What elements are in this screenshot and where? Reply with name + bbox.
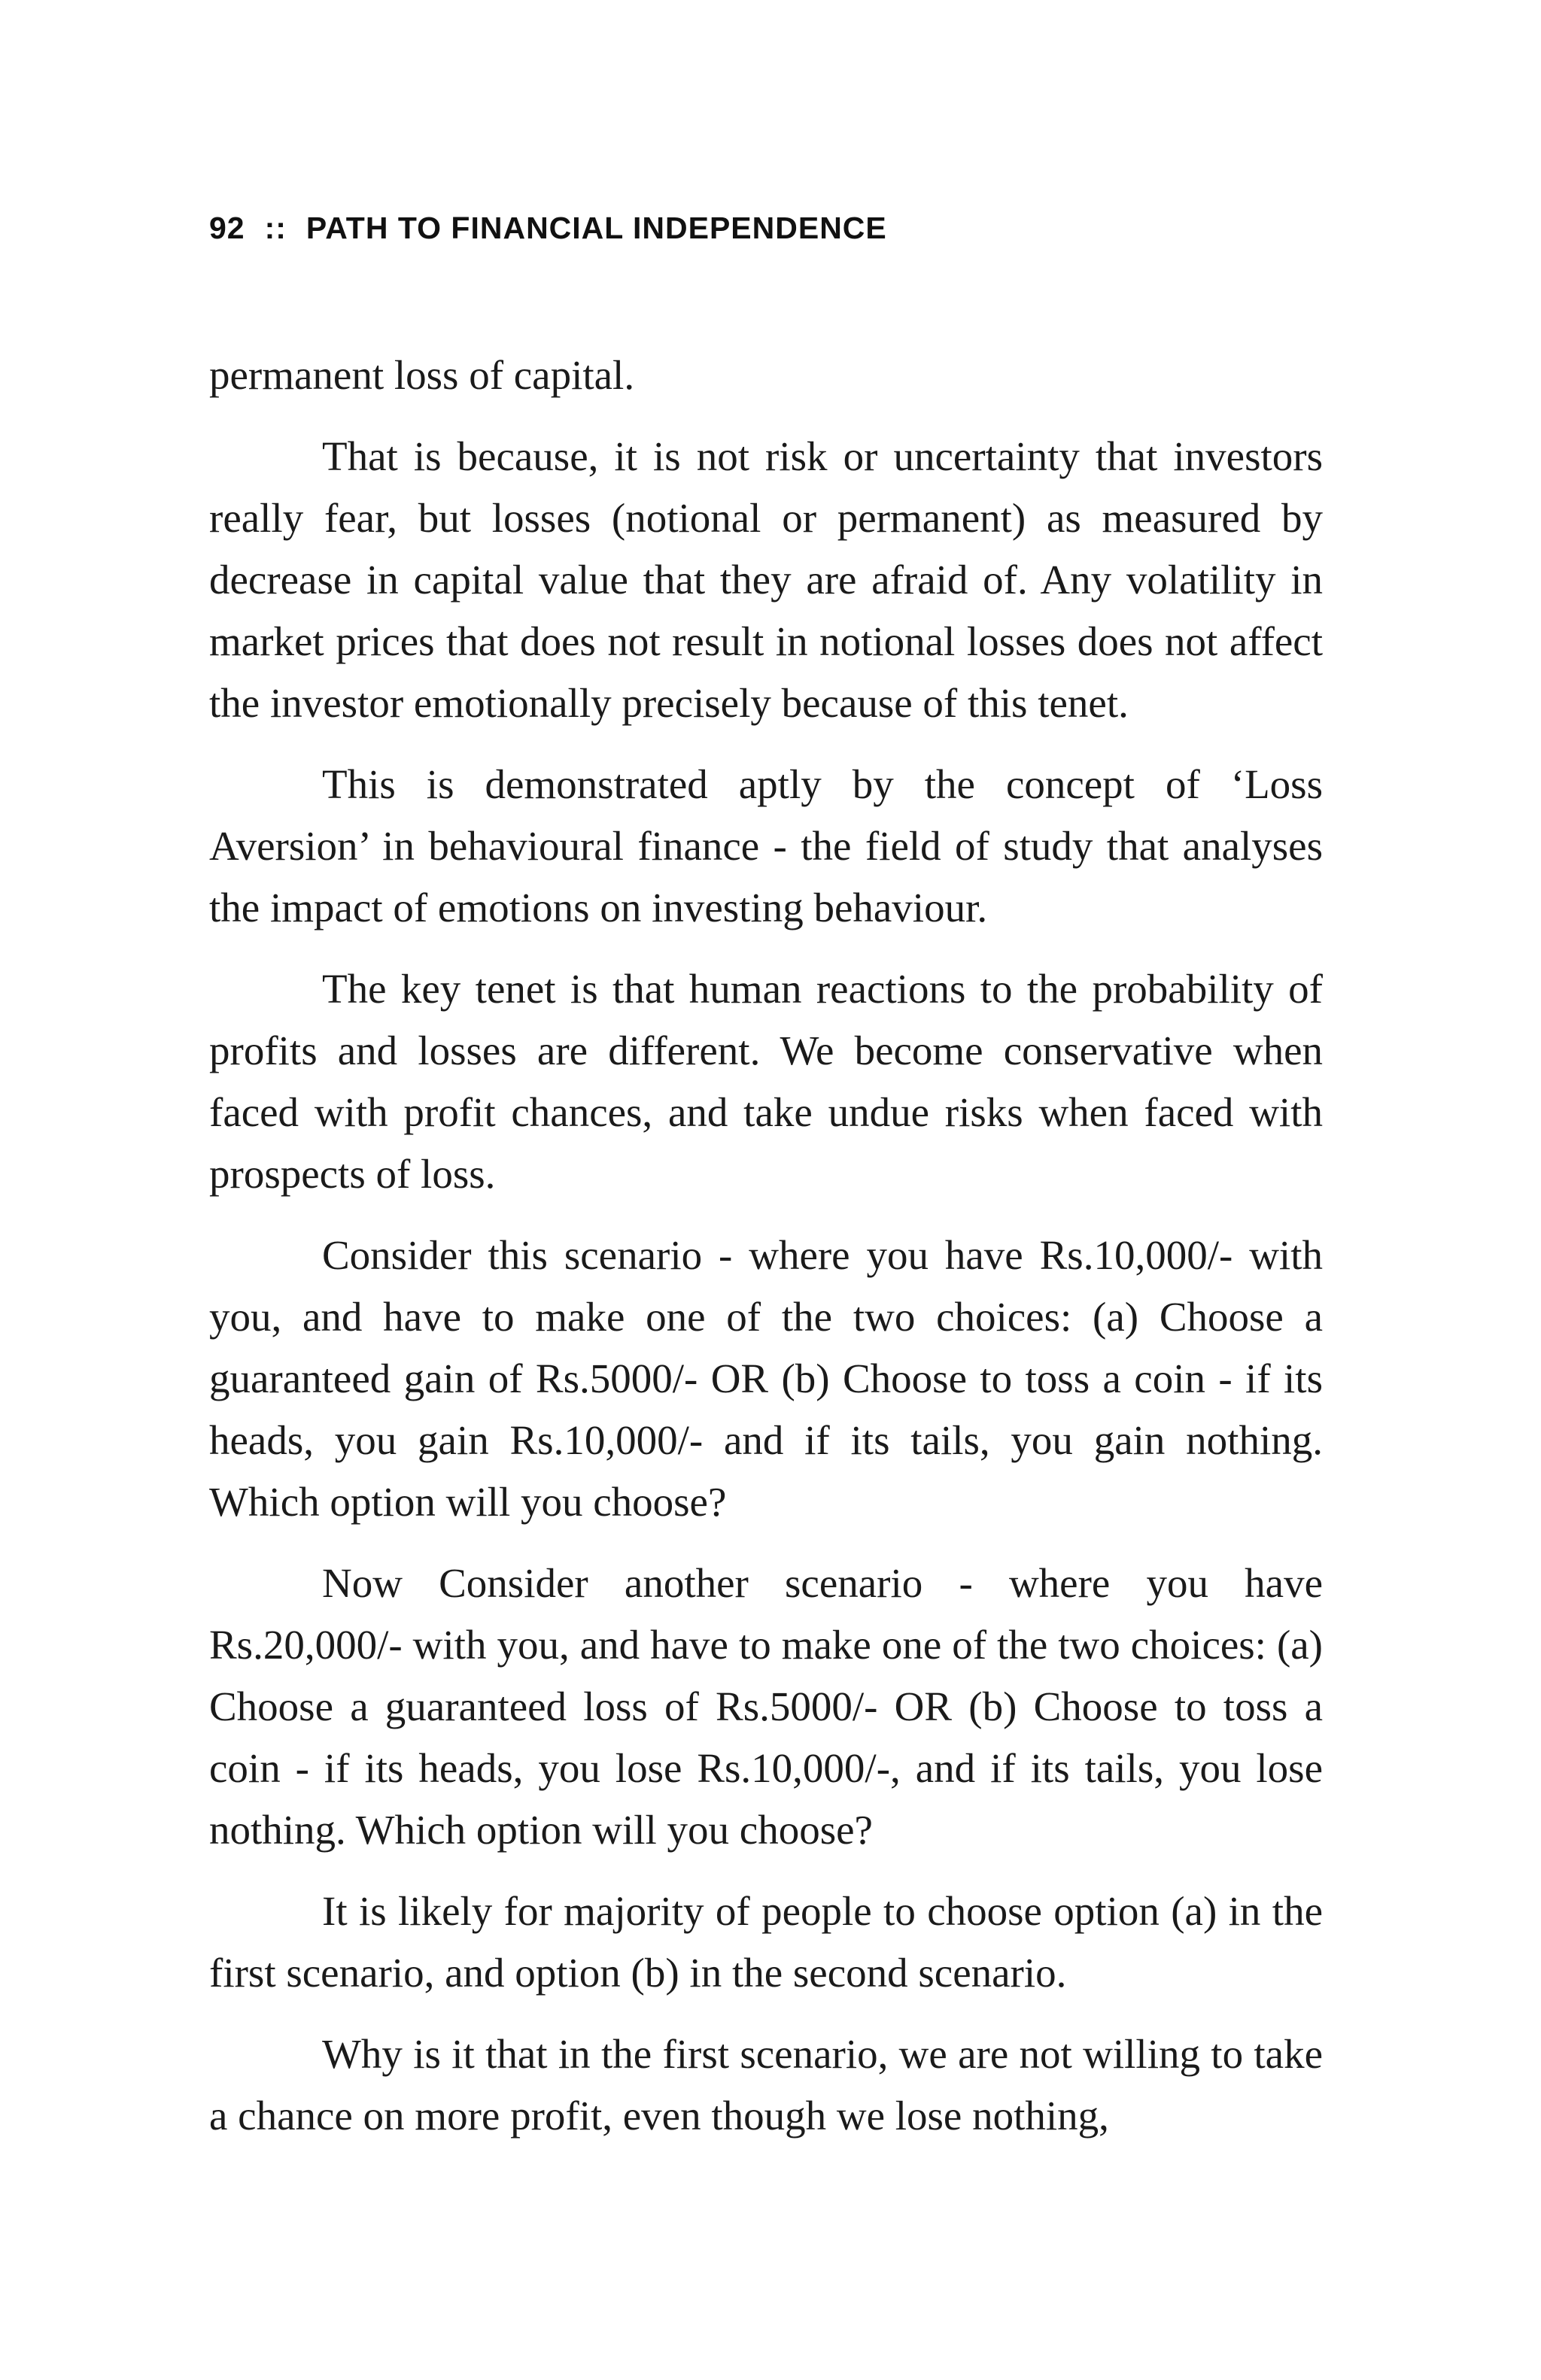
paragraph: Consider this scenario - where you have Rs.10,000/- with you, and have to make one of the two choices: (a) Choose a guaranteed gain of Rs.5000/- OR (b) Choose to toss a coin - if its heads, you gain Rs.10,000/- and if its tails, you gain nothing. Which option will you choose? xyxy=(209,1232,1323,1525)
page-number: 92 xyxy=(209,211,245,245)
header-separator: :: xyxy=(264,211,287,245)
running-header xyxy=(209,211,887,246)
paragraph: This is demonstrated aptly by the concept of ‘Loss Aversion’ in behavioural finance - the field of study that analyses the impact of emotions on investing behaviour. xyxy=(209,761,1323,930)
body-text xyxy=(209,345,1323,2147)
paragraph: The key tenet is that human reactions to the probability of profits and losses are different. We become conservative when faced with profit chances, and take undue risks when faced with prospects of loss. xyxy=(209,966,1323,1197)
paragraph: Now Consider another scenario - where you have Rs.20,000/- with you, and have to make one of the two choices: (a) Choose a guaranteed loss of Rs.5000/- OR (b) Choose to toss a coin - if its heads, you lose Rs.10,000/-, and if its tails, you lose nothing. Which option will you choose? xyxy=(209,1560,1323,1853)
paragraph: It is likely for majority of people to choose option (a) in the first scenario, and option (b) in the second scenario. xyxy=(209,1888,1323,1996)
paragraph-continuation: permanent loss of capital. xyxy=(209,352,635,398)
book-title: PATH TO FINANCIAL INDEPENDENCE xyxy=(305,211,887,245)
paragraph: Why is it that in the first scenario, we are not willing to take a chance on more profit, even though we lose nothing, xyxy=(209,2031,1323,2139)
paragraph: That is because, it is not risk or uncertainty that investors really fear, but losses (notional or permanent) as measured by decrease in capital value that they are afraid of. Any volatility in market prices that does not result in notional losses does not affect the investor emotionally precisely because of this tenet. xyxy=(209,433,1323,726)
